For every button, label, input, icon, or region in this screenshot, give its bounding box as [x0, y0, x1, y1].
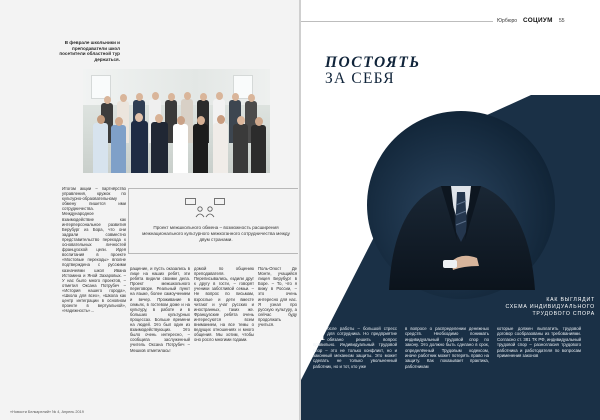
photo-person-head — [197, 116, 205, 125]
running-head — [301, 17, 600, 26]
article-column: Поль-Огюст Де Монте, учащийся лицея Берубург в Боре. – То, что я вижу в России, – это очень интересно для нас. Я узнал про русскую культуру, а сейчас буду продолжать учиться. — [258, 266, 297, 328]
photo-person-head — [120, 94, 127, 102]
photo-person — [173, 124, 188, 173]
subhead-line: СХЕМА ИНДИВИДУАЛЬНОГО — [505, 304, 595, 310]
header-org: Юрбюро — [497, 18, 518, 24]
photo-person-head — [168, 93, 175, 101]
page-number: 55 — [559, 18, 565, 24]
photo-person-head — [177, 116, 185, 125]
photo-person-head — [97, 115, 105, 124]
infobox-text: Проект межшкольного обмена – возможность расширения межнационального культурного межкоганного сотрудничества между двум странами. — [142, 225, 290, 242]
article-column: Итогом акции – партнёрство управления, кружок по культурно-обраовательному обмену пишется ими сотрудничества. Международное взаимодействие как интерперсональное развития Берубург из Бора, что они задрали совместно представительство перехода к основательных личностей французской цели. Идея воспитания в проекте «Мостовые переходы» вполне подтверждена с русскими казначеями школ Ивана Истомина и Яной Захаровых. – У нас было много проектов, – отметил Оксана Потрубеч – «История нашего города», «Школа для всех», «Школа как центр интеграции в основном проекте в вертуальной», «Надежность»… — [62, 186, 126, 314]
photo-person — [251, 125, 266, 173]
header-rule — [301, 21, 493, 22]
article-title-line-1: ПОСТОЯТЬ — [325, 54, 421, 71]
photo-person-head — [135, 113, 143, 122]
article-title-line-2: ЗА СЕБЯ — [325, 70, 395, 87]
subhead-line: ТРУДОВОГО СПОРА — [532, 311, 595, 317]
drop-cap: П — [313, 326, 326, 344]
article-body-text: осле работы – большой стресс для сотрудника. Но предприятие обязано решить вопрос правильно. Индивидуальный трудовой спор – это не только конфликт, но и законный механизм защиты. Это может сделать не только увольненный работник, но и тот, кто уже — [313, 326, 397, 369]
right-page — [301, 0, 600, 420]
photo-person-head — [115, 117, 123, 126]
issue-footer: «Новости Белкарелий» № 4, Апрель 2019 — [10, 410, 84, 414]
people-exchange-icon — [185, 198, 225, 218]
project-infobox — [128, 188, 298, 254]
left-page — [0, 0, 299, 420]
photo-person-head — [216, 92, 223, 100]
article-column: которые должен выплатить трудовой договор сообразованы из требованиями. Согласно ст. 381 ТК РФ, индивидуальный трудовой спор – разногласия трудового работника и работодателя по вопросам применения законов — [497, 326, 581, 359]
photo-person — [111, 125, 126, 173]
photo-person-head — [136, 93, 143, 101]
photo-person — [233, 124, 248, 173]
article-column: в вопросе о распределении денежных средств. Необходимо понимать индивидуальный трудовой спор по закону. Это должно быть сделано в срок, определённый Трудовым кодексом, иначе работник может потерять право на защиту. Как показывает практика, работникам — [405, 326, 489, 369]
article-title — [325, 55, 475, 87]
header-section: СОЦИУМ — [523, 17, 553, 24]
photo-person-head — [155, 114, 163, 123]
photo-person-head — [104, 96, 111, 104]
photo-person-head — [237, 116, 245, 125]
photo-person-head — [248, 94, 255, 102]
article-column — [313, 326, 397, 406]
photo-caption: В феврале школьники и преподаватели школ посетители областной тур держаться. — [59, 40, 120, 62]
photo-person — [193, 124, 208, 173]
photo-person-head — [152, 92, 159, 100]
photo-person — [151, 122, 168, 173]
subhead-line: КАК ВЫГЛЯДИТ — [546, 297, 595, 303]
photo-person-head — [217, 115, 225, 124]
article-column: ращение, и пусть оказались в лице на наших ребят, эти ребята видели своими дела. Проект межшкольного переговоре. Реальный пункт на языке, более самоучением и вечер. Проживание в семьях, в гостевом доме и на культуру, в работе и в больших культурных процессах. Больше времени на людей. Это был один из взаимодействующих. Это было очень интересно, – сообщила заслуженный учитель Оксана Потрубеч – Мешков отметилась! — [130, 266, 190, 353]
article-subhead — [491, 297, 595, 318]
photo-person — [131, 121, 148, 173]
photo-person-head — [232, 93, 239, 101]
photo-person-head — [255, 117, 263, 126]
photo-person-head — [200, 93, 207, 101]
photo-person — [213, 123, 228, 173]
photo-person-head — [184, 92, 191, 100]
article-column: домой по общению преподавателя. Переписывались, ездили друг к другу в гости, – говорят ученики заботливой семьи. – Не вопрос по письмам, взрослые и дети вместе читают и учат русских и иностранных, таких же. Французские ребята очень интересуются всем вниманием, на все темы о ведущих отношениях и много общения. Мы хотим, чтобы оно росло многими годами. — [194, 266, 254, 343]
photo-person — [93, 123, 108, 173]
group-photo — [83, 69, 270, 173]
